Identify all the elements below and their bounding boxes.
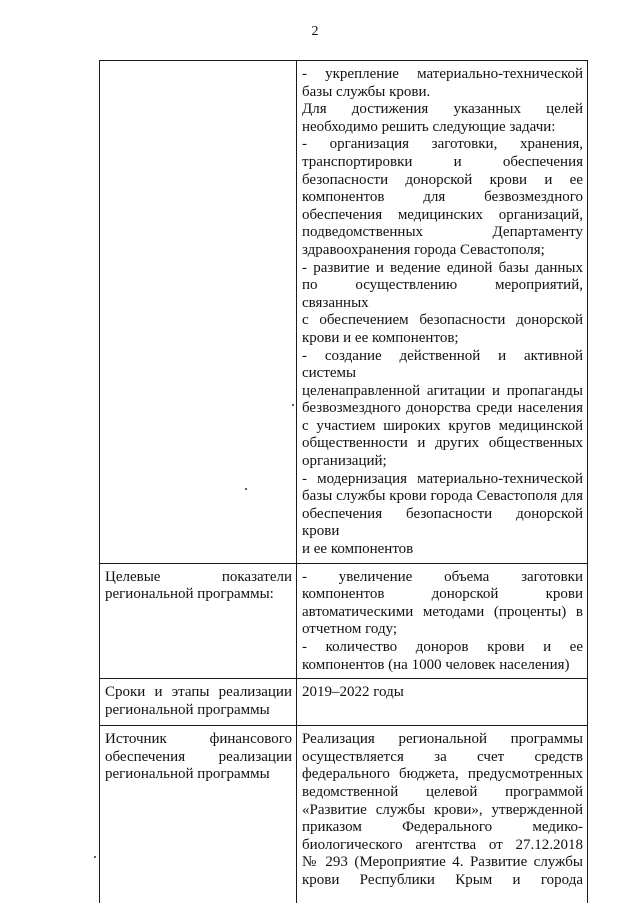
text-line: общественности и других общественных (302, 435, 583, 452)
text-line: обеспечения безопасности донорской крови (302, 505, 583, 540)
text-line: здравоохранения города Севастополя; (302, 241, 545, 258)
text-line: крови и ее компонентов; (302, 329, 459, 346)
text-line: - укрепление материально-технической (302, 66, 583, 82)
targets-text (302, 569, 583, 675)
text-line: базы службы крови города Севастополя для (302, 488, 583, 505)
scan-speck (292, 404, 294, 406)
text-line: целенаправленной агитации и пропаганды (302, 382, 583, 399)
text-line: базы службы крови. (302, 83, 431, 100)
table-row-terms (100, 679, 588, 726)
text-line: и ее компонентов (302, 541, 414, 558)
text-line: с участием широких кругов медицинской (302, 417, 583, 434)
text-line: - создание действенной и активной системы (302, 347, 583, 382)
objectives-text (302, 66, 583, 559)
text-line: Реализация региональной программы (302, 731, 583, 748)
text-line: подведомственных Департаменту (302, 224, 583, 241)
page-number: 2 (311, 24, 319, 39)
text-line: региональной программы: (105, 586, 274, 603)
funding-label (105, 731, 292, 784)
text-line: № 293 (Мероприятие 4. Развитие службы (302, 854, 583, 871)
text-line: обеспечения медицинских организаций, (302, 206, 583, 223)
text-line: «Развитие службы крови», утвержденной (302, 801, 583, 818)
text-line: автоматическими методами (проценты) в (302, 603, 583, 620)
targets-label-cell (100, 563, 297, 679)
terms-text (302, 684, 583, 702)
text-line: компонентов для безвозмездного (302, 189, 583, 206)
text-line: по осуществлению мероприятий, связанных (302, 277, 583, 311)
text-line: Источник финансового (105, 731, 292, 748)
text-line: 2019–2022 годы (302, 684, 404, 701)
text-line: Целевые показатели (105, 568, 292, 585)
table-row-objectives (100, 61, 588, 564)
terms-label-cell (100, 679, 297, 726)
objectives-label-cell (100, 61, 297, 564)
text-line: компонентов (на 1000 человек населения) (302, 656, 570, 673)
text-line: федерального бюджета, предусмотренных (302, 766, 583, 783)
text-line: безвозмездного донорства среди населения (302, 400, 583, 417)
text-line: отчетном году; (302, 621, 398, 638)
text-line: с обеспечением безопасности донорской (302, 312, 583, 329)
text-line: - увеличение объема заготовки (302, 568, 583, 585)
text-line: - развитие и ведение единой базы данных (302, 259, 583, 276)
scan-speck (94, 856, 96, 858)
funding-value-cell (297, 726, 588, 904)
text-line: Для достижения указанных целей (302, 101, 583, 118)
text-line: - организация заготовки, хранения, (302, 136, 583, 153)
text-line: обеспечения реализации (105, 748, 292, 765)
text-line: Сроки и этапы реализации (105, 684, 292, 701)
text-line: организаций; (302, 453, 387, 470)
table-row-funding (100, 726, 588, 904)
text-line: биологического агентства от 27.12.2018 (302, 836, 583, 853)
text-line: - количество доноров крови и ее (302, 639, 583, 655)
targets-value-cell (297, 563, 588, 679)
table-row-targets (100, 563, 588, 679)
terms-value-cell (297, 679, 588, 726)
text-line: необходимо решить следующие задачи: (302, 118, 556, 135)
text-line: осуществляется за счет средств (302, 748, 583, 765)
text-line: ведомственной целевой программой (302, 783, 583, 800)
text-line: приказом Федерального медико- (302, 819, 583, 836)
funding-label-cell (100, 726, 297, 904)
funding-text (302, 731, 583, 889)
objectives-value-cell (297, 61, 588, 564)
targets-label (105, 569, 292, 604)
text-line: компонентов донорской крови (302, 586, 583, 603)
program-passport-table (99, 60, 588, 903)
text-line: транспортировки и обеспечения (302, 153, 583, 170)
terms-label (105, 684, 292, 719)
text-line: крови Республики Крым и города (302, 871, 583, 888)
scan-speck (245, 488, 247, 490)
text-line: безопасности донорской крови и ее (302, 171, 583, 188)
text-line: региональной программы (105, 701, 270, 718)
text-line: региональной программы (105, 766, 270, 783)
text-line: - модернизация материально-технической (302, 470, 583, 487)
